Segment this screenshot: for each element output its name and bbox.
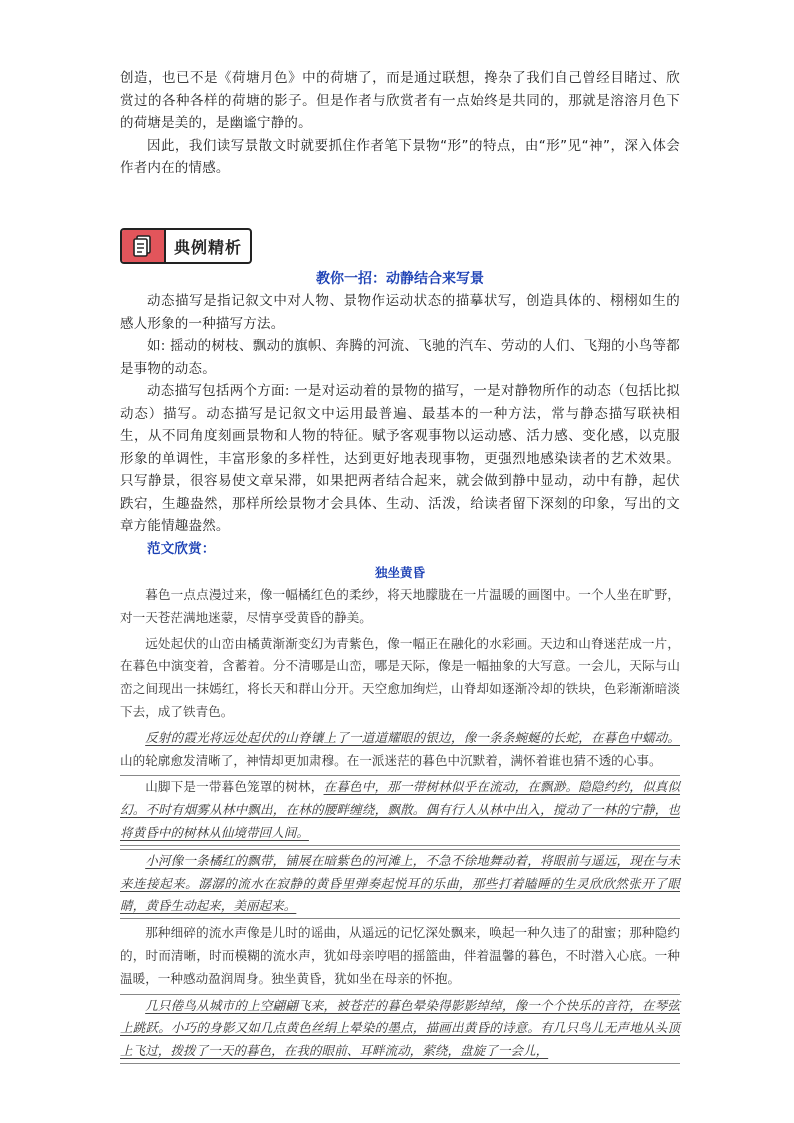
section-header [120,228,252,264]
essay-paragraph-4 [120,775,680,845]
essay-text: 山的轮廓愈发清晰了，神情却更加肃穆。在一派迷茫的暮色中沉默着，满怀着谁也猜不透的心事。 [120,752,662,768]
document-icon [122,230,166,262]
lesson-title: 教你一招：动静结合来写景 [316,271,484,287]
intro-paragraph-1: 创造，也已不是《荷塘月色》中的荷塘了，而是通过联想，搀杂了我们自己曾经目睹过、欣赏过的各种各样的荷塘的影子。但是作者与欣赏者有一点始终是共同的，那就是溶溶月色下的荷塘是美的，是幽谧宁静的。 [120,70,680,131]
appreciation-label: 范文欣赏： [147,540,216,557]
essay-paragraph-3 [120,727,680,773]
essay-paragraph-6: 那种细碎的流水声像是儿时的谣曲，从遥远的记忆深处飘来，唤起一种久违了的甜蜜；那种隐约的，时而清晰，时而模糊的流水声，犹如母亲哼唱的摇篮曲，伴着温馨的暮色，不时潜入心底。一种温暖，一种感动盈润周身。独坐黄昏，犹如坐在母亲的怀抱。 [120,925,680,986]
essay-paragraph-5 [120,849,680,919]
underlined-sentence: 在暮色中，那一带树林似乎在流动，在飘渺。隐隐约约，似真似幻。不时有烟雾从林中飘出，在林的腰畔缠绕，飘散。偶有行人从林中出入，搅动了一林的宁静，也将黄昏中的树林从仙境带回人间。 [120,779,681,840]
essay-paragraph-2: 远处起伏的山峦由橘黄渐渐变幻为青紫色，像一幅正在融化的水彩画。天边和山脊迷茫成一片，在暮色中演变着，含蓄着。分不清哪是山峦，哪是天际，像是一幅抽象的大写意。一会儿，天际与山峦之间现出一抹嫣红，将长天和群山分开。天空愈加绚烂，山脊却如逐渐冷却的铁块，色彩渐渐暗淡下去，成了铁青色。 [120,635,680,719]
page [120,0,681,1059]
section-title: 典例精析 [174,237,243,257]
lesson-paragraph-3: 动态描写包括两个方面: 一是对运动着的景物的描写，一是对静物所作的动态（包括比拟动态）描写。动态描写是记叙文中运用最普遍、最基本的一种方法，常与静态描写联袂相生，从不同角度刻画景物和人物的特征。赋予客观事物以运动感、活力感、变化感，以克服形象的单调性，丰富形象的多样性，达到更好地表现事物，更强烈地感染读者的艺术效果。只写静景，很容易使文章呆滞，如果把两者结合起来，就会做到静中显动，动中有静，起伏跌宕，生趣盎然，那样所绘景物才会具体、生动、活泼，给读者留下深刻的印象，写出的文章方能情趣盎然。 [120,383,680,534]
essay-title: 独坐黄昏 [374,565,425,580]
lesson-paragraph-2: 如: 摇动的树枝、飘动的旗帜、奔腾的河流、飞驰的汽车、劳动的人们、飞翔的小鸟等都是事物的动态。 [120,338,680,377]
essay-paragraph-1: 暮色一点点漫过来，像一幅橘红色的柔纱，将天地朦胧在一片温暖的画图中。一个人坐在旷野，对一天苍茫满地迷蒙，尽情享受黄昏的静美。 [120,587,680,625]
essay-text: 山脚下是一带暮色笼罩的树林， [145,779,324,795]
essay-paragraph-7 [120,994,680,1064]
essay-body [120,584,680,1064]
intro-paragraph-2: 因此，我们读写景散文时就要抓住作者笔下景物“形”的特点，由“形”见“神”，深入体会作者内在的情感。 [120,137,680,176]
underlined-sentence: 小河像一条橘红的飘带，铺展在暗紫色的河滩上，不急不徐地舞动着，将眼前与遥远，现在与未来连接起来。潺潺的流水在寂静的黄昏里弹奏起悦耳的乐曲，那些打着瞌睡的生灵欣欣然张开了眼睛，黄昏生动起来，美丽起来。 [120,852,680,914]
lesson-block [120,268,680,1067]
underlined-sentence: 几只倦鸟从城市的上空翩翩飞来，被苍茫的暮色晕染得影影绰绰，像一个个快乐的音符，在琴弦上跳跃。小巧的身影又如几点黄色丝绢上晕染的墨点，描画出黄昏的诗意。有几只鸟儿无声地从头顶上飞过，拨拨了一天的暮色，在我的眼前、耳畔流动，萦绕，盘旋了一会儿， [120,997,680,1059]
underlined-sentence: 反射的霞光将远处起伏的山脊镶上了一道道耀眼的银边，像一条条蜿蜒的长蛇，在暮色中蠕动。 [145,729,680,745]
lesson-paragraph-1: 动态描写是指记叙文中对人物、景物作运动状态的描摹状写，创造具体的、栩栩如生的感人形象的一种描写方法。 [120,293,680,332]
